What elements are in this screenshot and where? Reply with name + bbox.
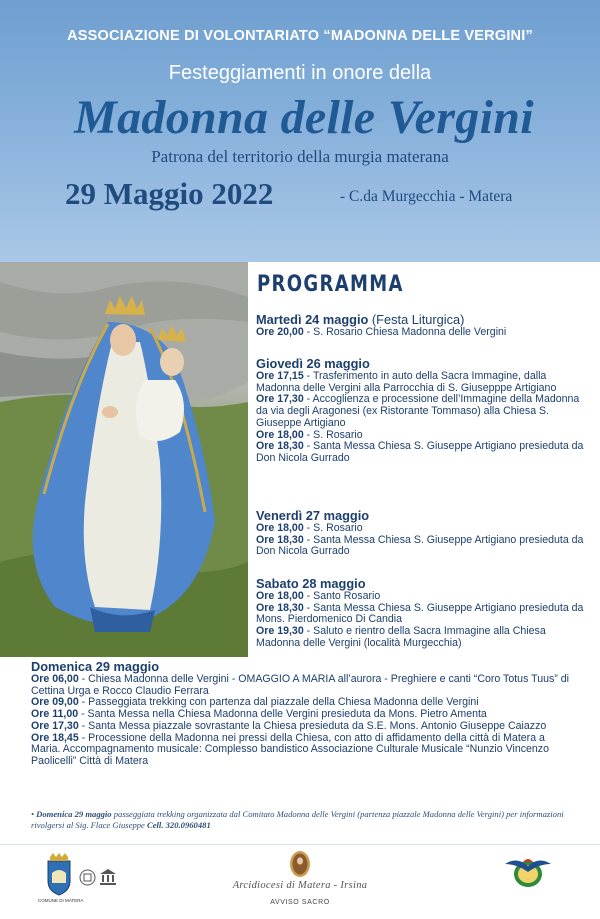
event-item xyxy=(31,674,576,697)
event-item xyxy=(256,603,592,626)
festivities-subtitle: Festeggiamenti in onore della xyxy=(168,62,432,84)
event-text: - Chiesa Madonna delle Vergini - OMAGGIO A MARIA all’aurora - Preghiere e canti “Coro Totus Tuus” di Cettina Urga e Rocco Claudio Ferrara xyxy=(31,673,569,697)
event-time: Ore 09,00 xyxy=(31,696,79,709)
day-venerdi-27 xyxy=(256,508,592,558)
programme-title: PROGRAMMA xyxy=(257,272,404,297)
event-time: Ore 17,30 xyxy=(31,719,79,732)
event-text: - S. Rosario xyxy=(303,522,363,534)
association-name: ASSOCIAZIONE DI VOLONTARIATO “MADONNA DELLE VERGINI” xyxy=(67,28,533,44)
arcidiocesi-name: Arcidiocesi di Matera - Irsina xyxy=(232,880,368,891)
madonna-medallion-icon xyxy=(289,850,311,878)
event-item xyxy=(256,626,592,649)
trekking-note xyxy=(31,809,576,830)
event-time: Ore 18,45 xyxy=(31,731,79,744)
patrona-line: Patrona del territorio della murgia materana xyxy=(151,147,449,166)
day-title: Sabato 28 maggio xyxy=(256,576,366,591)
event-text: - Santa Messa piazzale sovrastante la Chiesa presieduta da S.E. Mons. Antonio Giuseppe Caiazzo xyxy=(78,719,547,732)
event-item xyxy=(256,327,592,339)
footer-divider xyxy=(0,844,600,845)
event-item xyxy=(31,733,576,768)
event-place: - C.da Murgecchia - Matera xyxy=(340,188,513,205)
avviso-sacro: AVVISO SACRO xyxy=(270,899,330,906)
event-time: Ore 20,00 xyxy=(256,326,304,338)
day-sabato-28 xyxy=(256,576,592,650)
event-text: - Santo Rosario xyxy=(303,590,381,602)
note-lead: Domenica 29 maggio xyxy=(36,809,112,819)
event-text: - Passeggiata trekking con partenza dal piazzale della Chiesa Madonna delle Vergini xyxy=(78,696,479,709)
event-date: 29 Maggio 2022 xyxy=(65,176,274,211)
note-bullet: • xyxy=(31,809,35,819)
event-text: - Saluto e rientro della Sacra Immagine alla Chiesa Madonna delle Vergini (località Murgecchia) xyxy=(256,625,546,649)
day-title-note: (Festa Liturgica) xyxy=(368,312,465,327)
event-text: - Santa Messa Chiesa S. Giuseppe Artigiano presieduta da Mons. Pierdomenico Di Candia xyxy=(256,601,584,626)
event-time: Ore 18,00 xyxy=(256,590,304,602)
note-phone: Cell. 320.0960481 xyxy=(147,819,211,830)
event-text: - Processione della Madonna nei pressi della Chiesa, con atto di affidamento della città di Matera a Maria. Accompagnamento musicale: Complesso bandistico Associazione Culturale Musicale “Nunzio Vincenzo Paolicelli” Città di Matera xyxy=(31,731,549,767)
event-time: Ore 18,30 xyxy=(256,440,304,453)
event-time: Ore 18,00 xyxy=(256,428,304,441)
event-text: - Santa Messa nella Chiesa Madonna delle Vergini presieduta da Mons. Pietro Amenta xyxy=(78,708,487,721)
day-title: Giovedì 26 maggio xyxy=(256,356,370,371)
page-title: Madonna delle Vergini xyxy=(74,91,534,144)
day-giovedi-26 xyxy=(256,356,592,465)
event-time: Ore 17,15 xyxy=(256,370,304,382)
day-domenica-29 xyxy=(31,659,576,768)
event-time: Ore 18,30 xyxy=(256,601,304,614)
event-time: Ore 19,30 xyxy=(256,625,304,638)
event-text: - Trasferimento in auto della Sacra Immagine, dalla Madonna delle Vergini alla Parrocchia di S. Giusepppe Artigiano xyxy=(256,370,557,394)
event-time: Ore 11,00 xyxy=(31,708,79,721)
header-banner xyxy=(0,0,600,262)
event-time: Ore 06,00 xyxy=(31,673,79,685)
day-martedi-24 xyxy=(256,312,592,339)
event-item xyxy=(256,371,592,394)
event-text: - Accoglienza e processione dell’Immagine della Madonna da via degli Aragonesi (ex Ristorante Tommaso) alla Chiesa S. Giuseppe Artigiano xyxy=(256,393,580,429)
day-title: Domenica 29 maggio xyxy=(31,659,160,674)
event-time: Ore 17,30 xyxy=(256,393,304,406)
note-text: passeggiata trekking organizzata dal Comitato Madonna delle Vergini (partenza piazzale Madonna delle Vergini) per informazioni rivolgersi al Sig. Flace Giuseppe xyxy=(31,809,564,830)
day-title: Venerdì 27 maggio xyxy=(256,508,370,523)
comune-label: COMUNE DI MATERA xyxy=(38,898,84,903)
madonna-statue-photo xyxy=(0,262,248,657)
event-time: Ore 18,00 xyxy=(256,522,304,534)
associazione-eagle-logo-icon xyxy=(503,852,553,894)
event-item xyxy=(256,535,592,558)
event-text: - S. Rosario Chiesa Madonna delle Vergini xyxy=(303,326,507,338)
day-title: Martedì 24 maggio xyxy=(256,312,369,327)
event-text: - Santa Messa Chiesa S. Giuseppe Artigiano presieduta da Don Nicola Gurrado xyxy=(256,533,584,558)
event-item xyxy=(256,394,592,429)
event-time: Ore 18,30 xyxy=(256,533,304,546)
event-item xyxy=(256,441,592,464)
event-text: - Santa Messa Chiesa S. Giuseppe Artigiano presieduta da Don Nicola Gurrado xyxy=(256,440,584,464)
event-text: - S. Rosario xyxy=(303,428,363,441)
